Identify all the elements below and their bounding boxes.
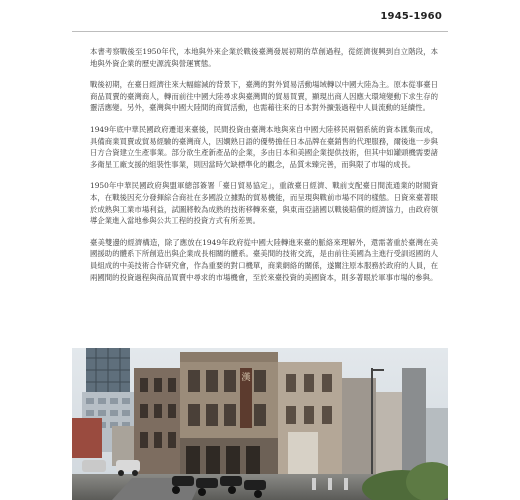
paragraph-taiwan-us-economy: 臺美雙邊的經濟構造，除了應放在1949年政府從中國大陸轉進來臺的脈絡來理解外，還需著重於臺灣在美國援助的體系下所創造出與企業成長相關的體系。臺美間的技術交流，是由前往美國為主進行受訓返國的人員組成的中美技術合作研究會，作為重要的對口機單，商業網絡的關係，遂關注原本服務於政府的人員，在兩國間的投資過程與商品買賣中尋求的市場機會，至於來臺投資的美國資本，則多著眼於軍事市場的參與。 bbox=[90, 237, 438, 282]
street-photo bbox=[72, 348, 448, 500]
paragraph-postwar-trade: 戰後初期，在臺日經濟往來大幅縮減的背景下，臺灣的對外貿易活動場域轉以中國大陸為主。原本從事臺日商品買賣的臺灣商人，轉而前往中國大陸尋求與臺灣間的貿易買賣，顯現出商人因應大環境變動下求生存的靈活應變。另外，臺灣與中國大陸間的商貿活動，也需藉往來的日本對外擴張過程中人員流動的延續性。 bbox=[90, 80, 438, 113]
paragraph-intro: 本書考察戰後至1950年代，本地與外來企業於戰後臺灣發展初期的草創過程，從經濟復興到自立階段，本地與外資企業的歷史源流與營運實態。 bbox=[90, 47, 438, 68]
body-text bbox=[90, 46, 438, 293]
paragraph-1949-investment: 1949年底中華民國政府遷退來臺後，民間投資由臺灣本地與來自中國大陸移民兩個系統的資本匯集而成，具備商業買賣或貿易經驗的臺灣商人，因嫻熟日語的優勢擔任日本品牌在臺銷售的代理服務，爾後進一步與日方合資建立生產事業。部分欲生產新產品的企業，多由日本和美國企業提供技術，但其中如罐頭機需要諸多衛星工廠支援的組裝性事業，則因當時欠缺標準化的觀念，品質未臻完善，而與限了市場的成長。 bbox=[90, 124, 438, 169]
street-photo-illustration bbox=[72, 348, 448, 500]
header-rule bbox=[72, 31, 448, 32]
shop-sign-text: 漢 bbox=[241, 373, 251, 383]
paragraph-1950-trade-agreement: 1950年中華民國政府與盟軍總部簽署「臺日貿易協定」，重啟臺日經濟、戰前支配臺日間流通業的財閥資本，在戰後因充分發揮綜合商社在多國設立據點的貿易機能，而呈現與戰前市場不同的樣態。日資來臺著眼於成熟與工業市場利益，試圖將較為成熟的技術移轉來臺，與東南亞諸國以戰後賠償的經濟協力，由政府領導企業進入當地參與公共工程的投資方式有所差異。 bbox=[90, 181, 438, 226]
year-range: 1945-1960 bbox=[380, 11, 442, 22]
page-header bbox=[0, 0, 520, 34]
